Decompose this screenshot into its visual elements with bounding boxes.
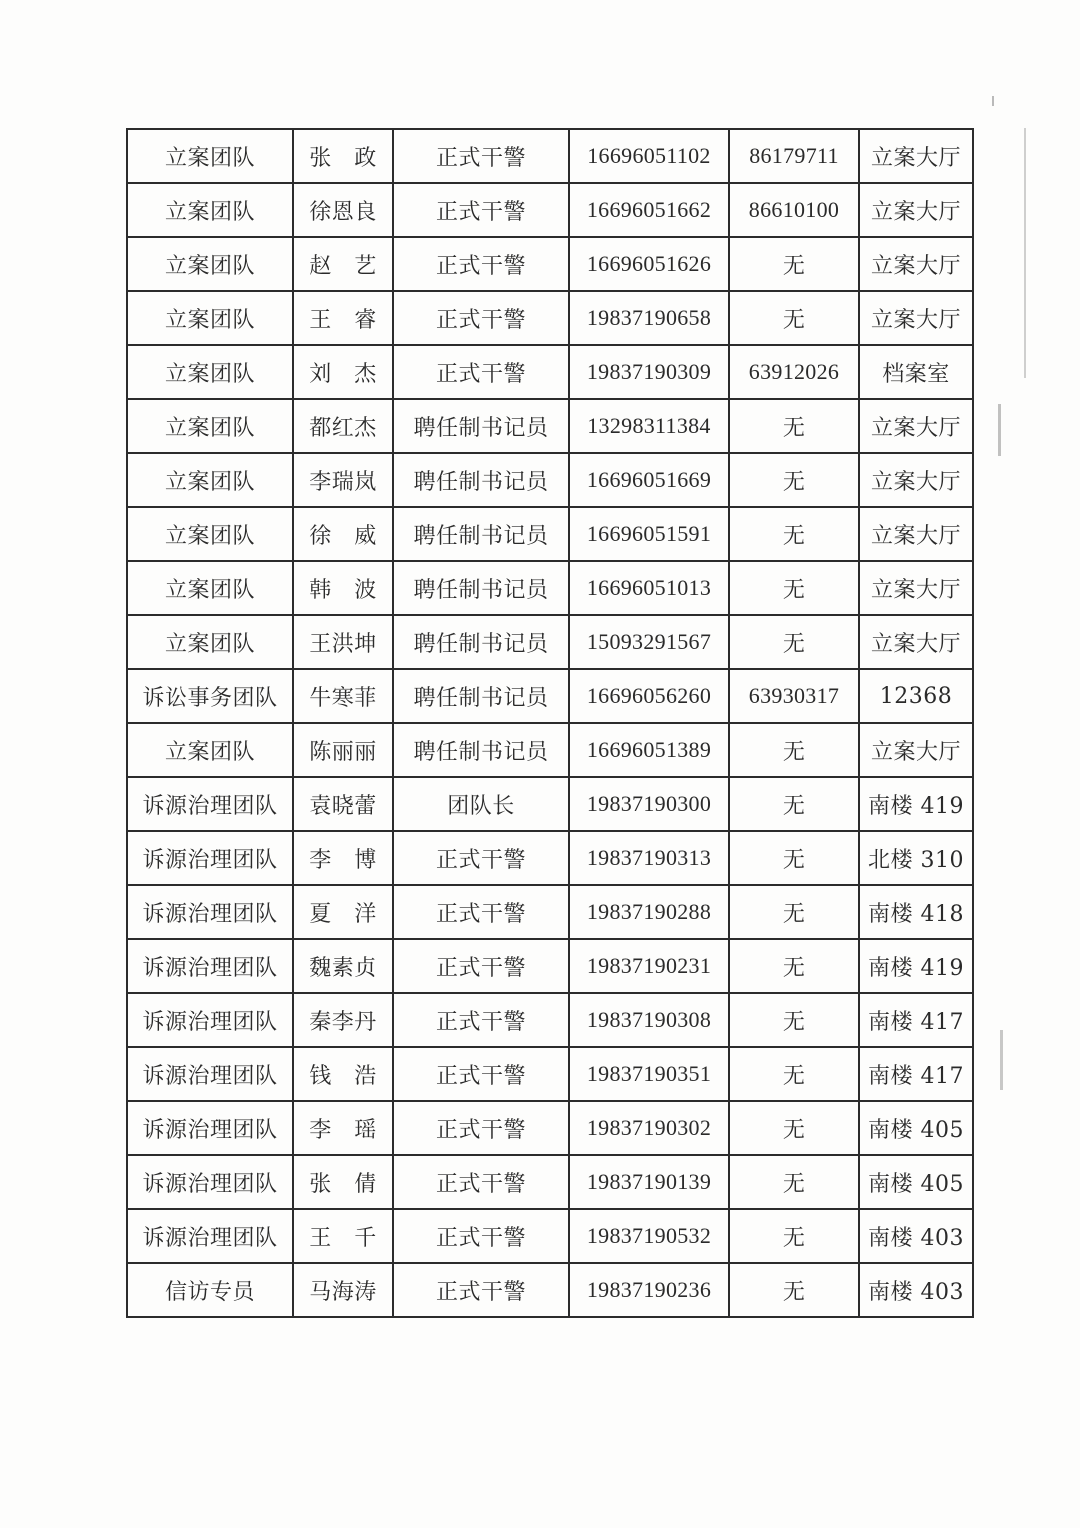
location-cell: 立案大厅: [859, 615, 973, 669]
role-cell: 正式干警: [393, 1155, 569, 1209]
office-phone-cell: 无: [729, 939, 859, 993]
role-cell: 正式干警: [393, 885, 569, 939]
phone-cell: 16696051389: [569, 723, 729, 777]
phone-cell: 16696051626: [569, 237, 729, 291]
location-cell: 南楼 417: [859, 1047, 973, 1101]
team-cell: 立案团队: [127, 615, 293, 669]
location-cell: 南楼 419: [859, 777, 973, 831]
phone-cell: 19837190308: [569, 993, 729, 1047]
role-cell: 聘任制书记员: [393, 561, 569, 615]
name-cell: 都红杰: [293, 399, 393, 453]
table-row: [127, 1209, 973, 1263]
location-cell: 立案大厅: [859, 237, 973, 291]
table-row: [127, 561, 973, 615]
office-phone-cell: 无: [729, 291, 859, 345]
name-cell: 王 睿: [293, 291, 393, 345]
role-cell: 聘任制书记员: [393, 615, 569, 669]
table-row: [127, 669, 973, 723]
phone-cell: 19837190236: [569, 1263, 729, 1317]
name-cell: 魏素贞: [293, 939, 393, 993]
role-cell: 正式干警: [393, 1101, 569, 1155]
phone-cell: 16696051662: [569, 183, 729, 237]
name-cell: 张 倩: [293, 1155, 393, 1209]
office-phone-cell: 86179711: [729, 129, 859, 183]
phone-cell: 19837190313: [569, 831, 729, 885]
office-phone-cell: 无: [729, 885, 859, 939]
office-phone-cell: 无: [729, 993, 859, 1047]
table-row: [127, 1263, 973, 1317]
phone-cell: 19837190351: [569, 1047, 729, 1101]
phone-cell: 19837190139: [569, 1155, 729, 1209]
table-row: [127, 399, 973, 453]
name-cell: 张 政: [293, 129, 393, 183]
phone-cell: 16696051102: [569, 129, 729, 183]
table-row: [127, 345, 973, 399]
phone-cell: 19837190231: [569, 939, 729, 993]
office-phone-cell: 无: [729, 615, 859, 669]
staff-contact-table: [126, 128, 974, 1318]
role-cell: 聘任制书记员: [393, 507, 569, 561]
name-cell: 钱 浩: [293, 1047, 393, 1101]
name-cell: 王洪坤: [293, 615, 393, 669]
location-cell: 立案大厅: [859, 399, 973, 453]
phone-cell: 19837190532: [569, 1209, 729, 1263]
table-row: [127, 1047, 973, 1101]
team-cell: 立案团队: [127, 183, 293, 237]
name-cell: 徐 威: [293, 507, 393, 561]
role-cell: 正式干警: [393, 345, 569, 399]
office-phone-cell: 无: [729, 399, 859, 453]
name-cell: 夏 洋: [293, 885, 393, 939]
office-phone-cell: 无: [729, 831, 859, 885]
location-cell: 立案大厅: [859, 507, 973, 561]
team-cell: 立案团队: [127, 453, 293, 507]
table-row: [127, 183, 973, 237]
team-cell: 诉源治理团队: [127, 777, 293, 831]
office-phone-cell: 无: [729, 1209, 859, 1263]
role-cell: 聘任制书记员: [393, 723, 569, 777]
table-row: [127, 723, 973, 777]
team-cell: 诉源治理团队: [127, 1155, 293, 1209]
location-cell: 立案大厅: [859, 291, 973, 345]
phone-cell: 19837190288: [569, 885, 729, 939]
location-cell: 立案大厅: [859, 183, 973, 237]
scan-artifact-mark: [1000, 1030, 1003, 1090]
name-cell: 徐恩良: [293, 183, 393, 237]
phone-cell: 13298311384: [569, 399, 729, 453]
role-cell: 正式干警: [393, 831, 569, 885]
location-cell: 南楼 418: [859, 885, 973, 939]
team-cell: 立案团队: [127, 723, 293, 777]
name-cell: 李瑞岚: [293, 453, 393, 507]
office-phone-cell: 无: [729, 507, 859, 561]
team-cell: 诉源治理团队: [127, 939, 293, 993]
office-phone-cell: 63930317: [729, 669, 859, 723]
team-cell: 诉源治理团队: [127, 1209, 293, 1263]
team-cell: 立案团队: [127, 507, 293, 561]
name-cell: 李 博: [293, 831, 393, 885]
location-cell: 立案大厅: [859, 561, 973, 615]
team-cell: 立案团队: [127, 237, 293, 291]
team-cell: 诉源治理团队: [127, 885, 293, 939]
location-cell: 南楼 403: [859, 1263, 973, 1317]
name-cell: 王 千: [293, 1209, 393, 1263]
team-cell: 立案团队: [127, 399, 293, 453]
phone-cell: 19837190658: [569, 291, 729, 345]
role-cell: 正式干警: [393, 237, 569, 291]
name-cell: 李 瑶: [293, 1101, 393, 1155]
location-cell: 立案大厅: [859, 129, 973, 183]
office-phone-cell: 63912026: [729, 345, 859, 399]
role-cell: 正式干警: [393, 1263, 569, 1317]
location-cell: 南楼 419: [859, 939, 973, 993]
location-cell: 南楼 405: [859, 1101, 973, 1155]
table-row: [127, 1155, 973, 1209]
team-cell: 诉源治理团队: [127, 831, 293, 885]
role-cell: 正式干警: [393, 291, 569, 345]
office-phone-cell: 无: [729, 453, 859, 507]
table-row: [127, 291, 973, 345]
name-cell: 袁晓蕾: [293, 777, 393, 831]
location-cell: 北楼 310: [859, 831, 973, 885]
team-cell: 立案团队: [127, 561, 293, 615]
team-cell: 信访专员: [127, 1263, 293, 1317]
table-row: [127, 507, 973, 561]
table-row: [127, 831, 973, 885]
office-phone-cell: 无: [729, 561, 859, 615]
location-cell: 南楼 417: [859, 993, 973, 1047]
role-cell: 团队长: [393, 777, 569, 831]
office-phone-cell: 无: [729, 723, 859, 777]
name-cell: 赵 艺: [293, 237, 393, 291]
office-phone-cell: 无: [729, 1101, 859, 1155]
role-cell: 正式干警: [393, 939, 569, 993]
table-row: [127, 129, 973, 183]
role-cell: 正式干警: [393, 1209, 569, 1263]
role-cell: 聘任制书记员: [393, 399, 569, 453]
team-cell: 诉源治理团队: [127, 993, 293, 1047]
scan-artifact-mark: [992, 96, 994, 106]
team-cell: 诉讼事务团队: [127, 669, 293, 723]
role-cell: 正式干警: [393, 1047, 569, 1101]
scan-artifact-mark: [998, 404, 1001, 456]
location-cell: 南楼 405: [859, 1155, 973, 1209]
role-cell: 正式干警: [393, 993, 569, 1047]
scan-artifact-line: [1024, 128, 1026, 378]
table-row: [127, 1101, 973, 1155]
name-cell: 牛寒菲: [293, 669, 393, 723]
table-row: [127, 453, 973, 507]
role-cell: 聘任制书记员: [393, 669, 569, 723]
office-phone-cell: 无: [729, 1047, 859, 1101]
name-cell: 韩 波: [293, 561, 393, 615]
staff-table-container: [126, 128, 972, 1318]
phone-cell: 16696051013: [569, 561, 729, 615]
phone-cell: 15093291567: [569, 615, 729, 669]
table-row: [127, 777, 973, 831]
role-cell: 聘任制书记员: [393, 453, 569, 507]
table-row: [127, 237, 973, 291]
location-cell: 南楼 403: [859, 1209, 973, 1263]
role-cell: 正式干警: [393, 129, 569, 183]
phone-cell: 19837190309: [569, 345, 729, 399]
team-cell: 诉源治理团队: [127, 1047, 293, 1101]
name-cell: 陈丽丽: [293, 723, 393, 777]
role-cell: 正式干警: [393, 183, 569, 237]
table-body: [127, 129, 973, 1317]
team-cell: 立案团队: [127, 345, 293, 399]
team-cell: 立案团队: [127, 291, 293, 345]
phone-cell: 16696051669: [569, 453, 729, 507]
location-cell: 档案室: [859, 345, 973, 399]
table-row: [127, 993, 973, 1047]
name-cell: 刘 杰: [293, 345, 393, 399]
phone-cell: 19837190302: [569, 1101, 729, 1155]
location-cell: 立案大厅: [859, 723, 973, 777]
location-cell: 12368: [859, 669, 973, 723]
phone-cell: 16696056260: [569, 669, 729, 723]
office-phone-cell: 无: [729, 1155, 859, 1209]
phone-cell: 19837190300: [569, 777, 729, 831]
office-phone-cell: 无: [729, 237, 859, 291]
team-cell: 诉源治理团队: [127, 1101, 293, 1155]
office-phone-cell: 86610100: [729, 183, 859, 237]
team-cell: 立案团队: [127, 129, 293, 183]
location-cell: 立案大厅: [859, 453, 973, 507]
table-row: [127, 939, 973, 993]
name-cell: 马海涛: [293, 1263, 393, 1317]
name-cell: 秦李丹: [293, 993, 393, 1047]
office-phone-cell: 无: [729, 1263, 859, 1317]
table-row: [127, 885, 973, 939]
table-row: [127, 615, 973, 669]
office-phone-cell: 无: [729, 777, 859, 831]
phone-cell: 16696051591: [569, 507, 729, 561]
